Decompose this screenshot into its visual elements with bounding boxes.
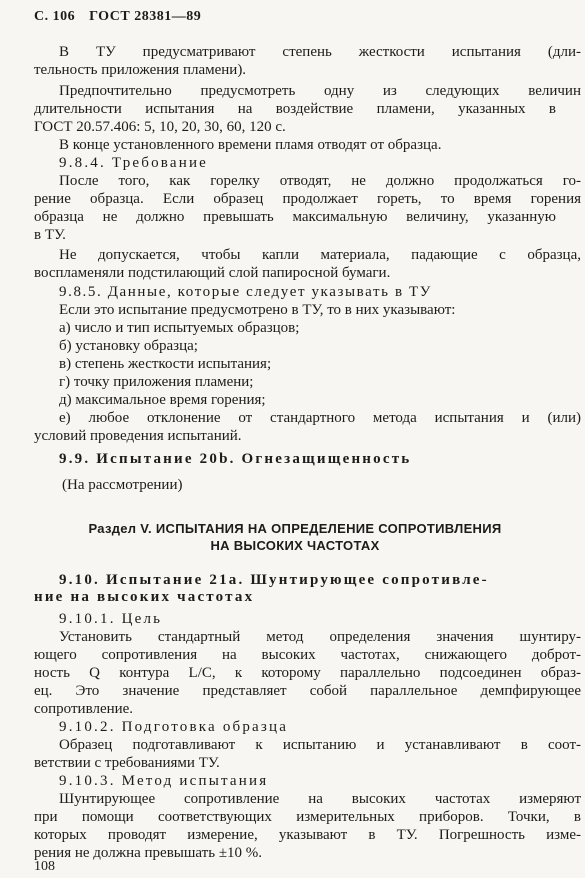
text-line: Предпочтительно предусмотреть одну из следующих величин (59, 83, 581, 99)
list-item: а) число и тип испытуемых образцов; (59, 320, 300, 336)
text-line: рения не должна превышать ±10 %. (34, 845, 263, 861)
text-line: рение образца. Если образец продолжает гореть, то время горения (34, 191, 581, 207)
text-line: (На рассмотрении) (62, 477, 183, 493)
text-line: тельность приложения пламени). (34, 62, 247, 78)
text-line: В конце установленного времени пламя отводят от образца. (59, 137, 442, 153)
page-header (34, 8, 201, 26)
text-line: которых проводят измерение, указывают в ТУ. Погрешность изме- (34, 827, 581, 843)
text-line: длительности испытания на воздействие пламени, указанных в (34, 101, 556, 117)
text-line: ность Q контура L/C, к которому параллельно подсоединен образ- (34, 665, 581, 681)
list-item: в) степень жесткости испытания; (59, 356, 272, 372)
page-number: 108 (34, 859, 55, 874)
subsection-heading: 9.10.3. Метод испытания (59, 773, 269, 789)
subsection-heading: 9.8.5. Данные, которые следует указывать в ТУ (59, 284, 432, 300)
text-line: Образец подготавливают к испытанию и устанавливают в соот- (59, 737, 581, 753)
standard-code: ГОСТ 28381—89 (89, 9, 202, 24)
text-line: условий проведения испытаний. (34, 428, 242, 444)
list-item: б) установку образца; (59, 338, 198, 354)
text-line: Шунтирующее сопротивление на высоких частотах измеряют (59, 791, 581, 807)
text-line: После того, как горелку отводят, не должно продолжаться го- (59, 173, 581, 189)
list-item: г) точку приложения пламени; (59, 374, 254, 390)
section-heading-9-10: 9.10. Испытание 21a. Шунтирующее сопротивле- (59, 572, 489, 588)
text-line: в ТУ. (34, 227, 66, 243)
section-heading-9-9: 9.9. Испытание 20b. Огнезащищенность (59, 451, 412, 467)
text-line: Если это испытание предусмотрено в ТУ, то в них указывают: (59, 302, 456, 318)
text-line: В ТУ предусматривают степень жесткости испытания (дли- (59, 44, 581, 60)
text-line: ветствии с требованиями ТУ. (34, 755, 220, 771)
part-title: Раздел V. ИСПЫТАНИЯ НА ОПРЕДЕЛЕНИЕ СОПРОТИВЛЕНИЯ (88, 521, 502, 536)
subsection-heading: 9.10.2. Подготовка образца (59, 719, 289, 735)
text-line: ГОСТ 20.57.406: 5, 10, 20, 30, 60, 120 с. (34, 119, 286, 135)
text-line: воспламеняли подстилающий слой папиросной бумаги. (34, 265, 391, 281)
page-label: С. 106 (34, 9, 76, 24)
text-line: сопротивление. (34, 701, 134, 717)
list-item: е) любое отклонение от стандартного метода испытания и (или) (59, 410, 581, 426)
text-line: Не допускается, чтобы капли материала, падающие с образца, (59, 247, 581, 263)
section-heading-9-10: ние на высоких частотах (34, 589, 255, 605)
text-line: Установить стандартный метод определения значения шунтиру- (59, 629, 581, 645)
text-line: ец. Это значение представляет собой параллельное демпфирующее (34, 683, 581, 699)
list-item: д) максимальное время горения; (59, 392, 266, 408)
text-line: при помощи соответствующих измерительных приборов. Точки, в (34, 809, 581, 825)
text-line: образца не должно превышать максимальную величину, указанную (34, 209, 556, 225)
text-line: ющего сопротивления на высоких частотах, снижающего доброт- (34, 647, 581, 663)
subsection-heading: 9.8.4. Требование (59, 155, 209, 171)
subsection-heading: 9.10.1. Цель (59, 611, 163, 627)
part-title: НА ВЫСОКИХ ЧАСТОТАХ (210, 538, 380, 553)
